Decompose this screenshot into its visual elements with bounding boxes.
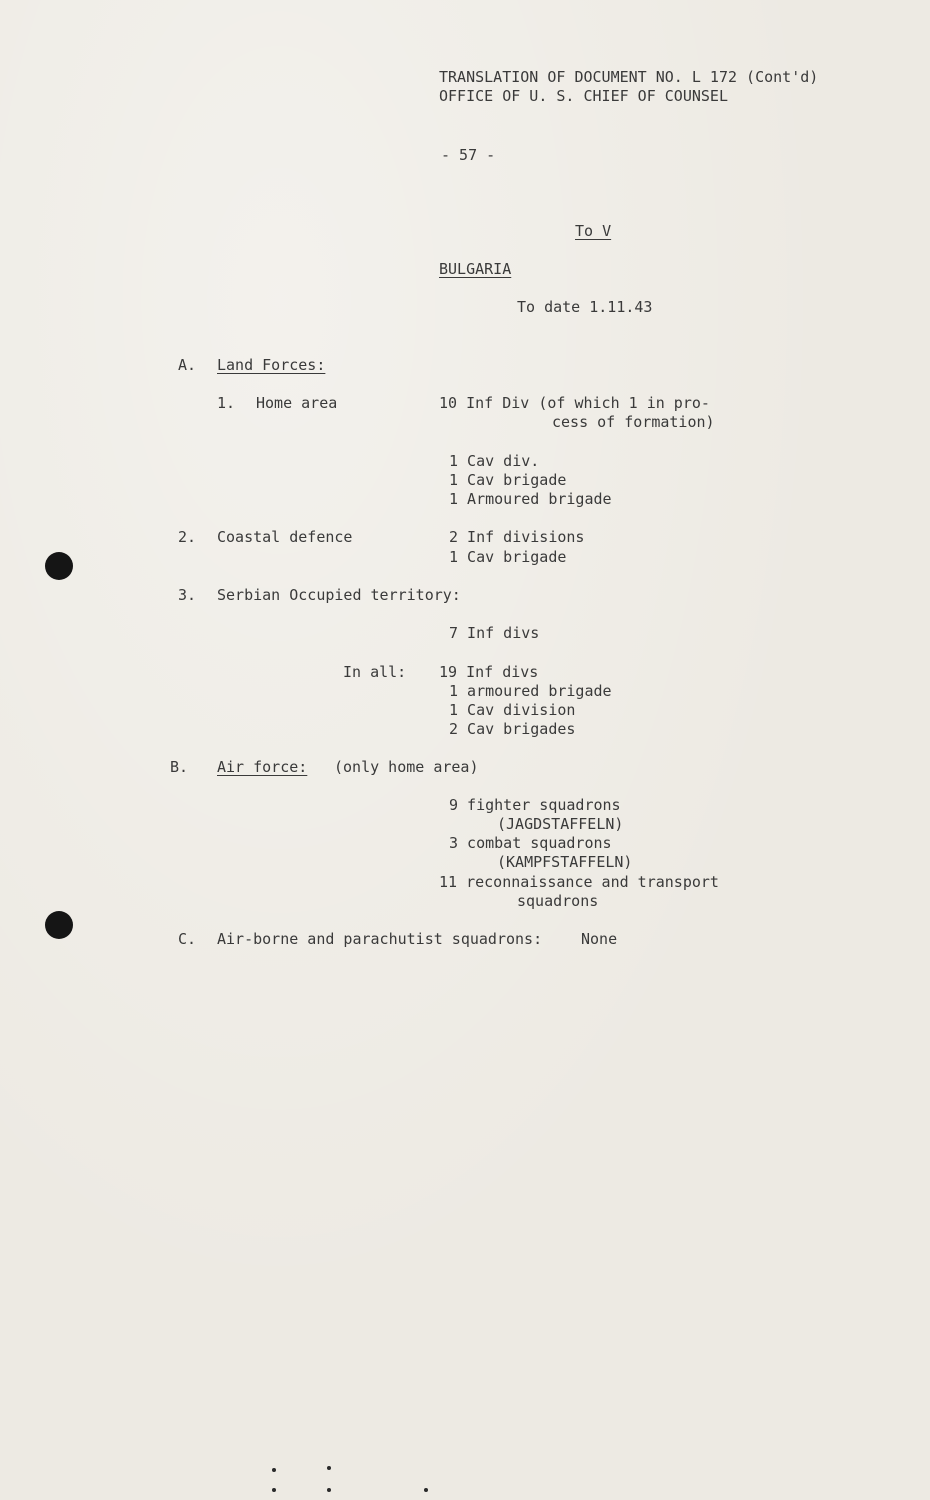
section-a-title: Land Forces: [217, 356, 326, 374]
item-1-line: 1 Cav brigade [449, 471, 567, 489]
punch-hole-top [45, 552, 73, 580]
item-1-line: 1 Cav div. [449, 452, 540, 470]
item-1-label: Home area [256, 394, 338, 412]
air-force-line: 9 fighter squadrons [449, 796, 621, 814]
country-title: BULGARIA [439, 260, 512, 278]
page-number: - 57 - [441, 146, 496, 164]
section-a-marker: A. [178, 356, 197, 374]
item-2-label: Coastal defence [217, 528, 353, 546]
item-1-line: 1 Armoured brigade [449, 490, 612, 508]
header-line-2: OFFICE OF U. S. CHIEF OF COUNSEL [439, 87, 728, 105]
item-3-label: Serbian Occupied territory: [217, 586, 461, 604]
section-c-value: None [581, 930, 618, 948]
air-force-line: 11 reconnaissance and transport [439, 873, 719, 891]
to-line: To V [575, 222, 612, 240]
item-2-line: 2 Inf divisions [449, 528, 585, 546]
staple-mark [327, 1488, 331, 1492]
staple-mark [327, 1466, 331, 1470]
in-all-line: 1 Cav division [449, 701, 576, 719]
in-all-label: In all: [343, 663, 407, 681]
air-force-line: (KAMPFSTAFFELN) [497, 853, 633, 871]
in-all-line: 2 Cav brigades [449, 720, 576, 738]
air-force-line: squadrons [517, 892, 599, 910]
air-force-line: 3 combat squadrons [449, 834, 612, 852]
header-line-1: TRANSLATION OF DOCUMENT NO. L 172 (Cont'd) [439, 68, 819, 86]
item-1-number: 1. [217, 394, 236, 412]
section-c-marker: C. [178, 930, 197, 948]
section-b-marker: B. [170, 758, 189, 776]
section-b-title: Air force: [217, 758, 308, 776]
staple-mark [272, 1488, 276, 1492]
in-all-line: 1 armoured brigade [449, 682, 612, 700]
item-1-line: 10 Inf Div (of which 1 in pro- [439, 394, 710, 412]
staple-mark [424, 1488, 428, 1492]
item-3-line: 7 Inf divs [449, 624, 540, 642]
date-line: To date 1.11.43 [517, 298, 653, 316]
item-2-line: 1 Cav brigade [449, 548, 567, 566]
item-1-line: cess of formation) [552, 413, 715, 431]
punch-hole-bottom [45, 911, 73, 939]
section-c-text: Air-borne and parachutist squadrons: [217, 930, 543, 948]
staple-mark [272, 1468, 276, 1472]
item-3-number: 3. [178, 586, 197, 604]
section-b-note: (only home area) [334, 758, 479, 776]
in-all-line: 19 Inf divs [439, 663, 539, 681]
air-force-line: (JAGDSTAFFELN) [497, 815, 624, 833]
item-2-number: 2. [178, 528, 197, 546]
